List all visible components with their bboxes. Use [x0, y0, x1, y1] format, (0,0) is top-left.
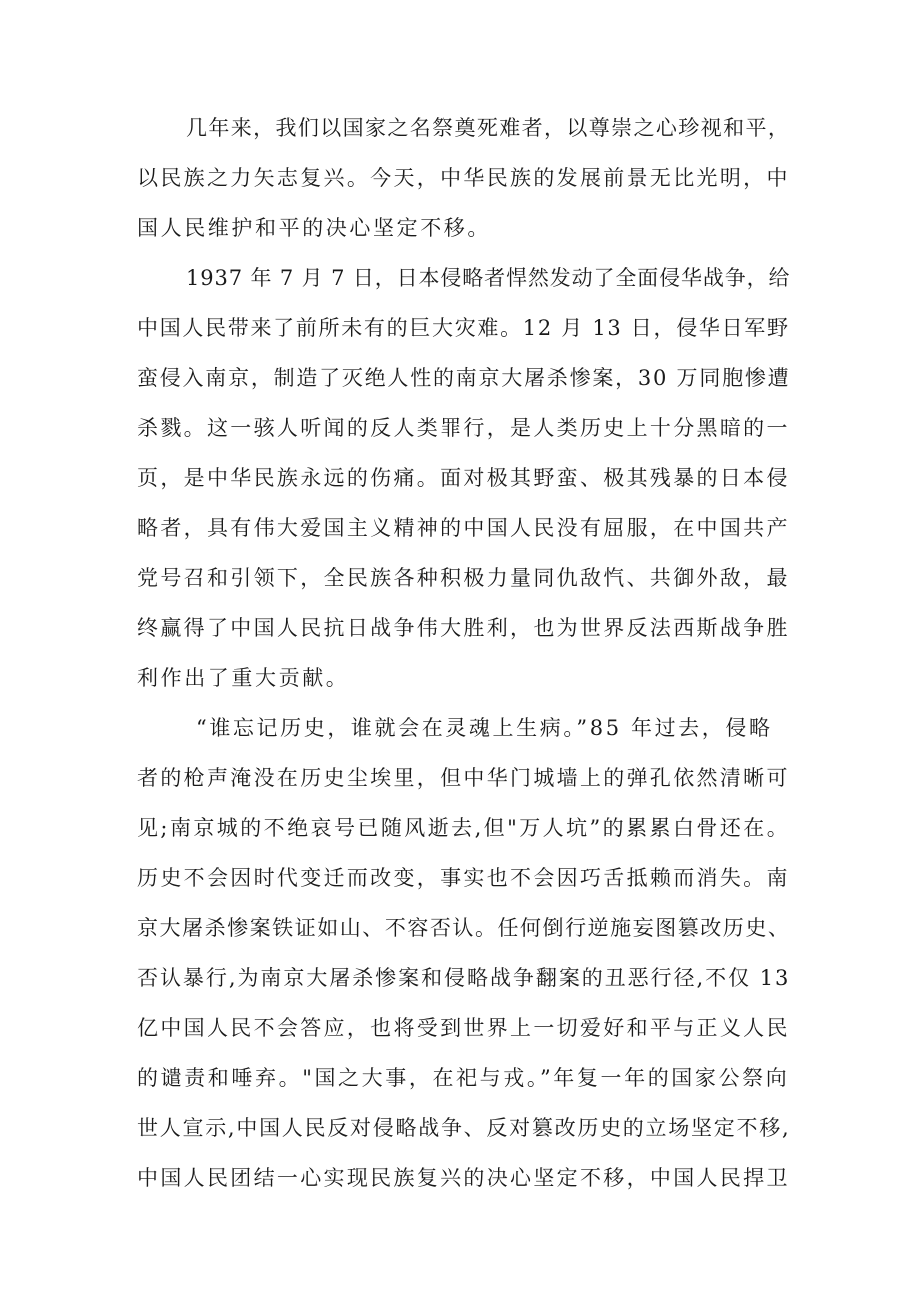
paragraph-line: 杀戮。这一骇人听闻的反人类罪行，是人类历史上十分黑暗的一	[137, 416, 790, 440]
paragraph-line: 党号召和引领下，全民族各种积极力量同仇敌忾、共御外敌，最	[137, 566, 790, 590]
paragraph-line: 以民族之力矢志复兴。今天，中华民族的发展前景无比光明，中	[137, 166, 790, 190]
paragraph-line: 中国人民团结一心实现民族复兴的决心坚定不移，中国人民捍卫	[137, 1166, 790, 1190]
paragraph-line: 蛮侵入南京，制造了灭绝人性的南京大屠杀惨案，30 万同胞惨遭	[137, 366, 791, 390]
paragraph-line: 略者，具有伟大爱国主义精神的中国人民没有屈服，在中国共产	[137, 516, 790, 540]
paragraph-line: 世人宣示,中国人民反对侵略战争、反对篡改历史的立场坚定不移,	[137, 1116, 791, 1140]
paragraph-line: 京大屠杀惨案铁证如山、不容否认。任何倒行逆施妄图篡改历史、	[137, 916, 791, 940]
paragraph-line: 者的枪声淹没在历史尘埃里，但中华门城墙上的弹孔依然清晰可	[137, 766, 790, 790]
paragraph-line: 利作出了重大贡献。	[137, 666, 350, 690]
paragraph-line: 历史不会因时代变迁而改变，事实也不会因巧舌抵赖而消失。南	[137, 866, 790, 890]
paragraph-line: 国人民维护和平的决心坚定不移。	[137, 216, 491, 240]
paragraph-line: 终赢得了中国人民抗日战争伟大胜利，也为世界反法西斯战争胜	[137, 616, 790, 640]
paragraph-line: 1937 年 7 月 7 日，日本侵略者悍然发动了全面侵华战争，给	[186, 266, 791, 290]
paragraph-line: “谁忘记历史，谁就会在灵魂上生病。”85 年过去，侵略	[196, 716, 773, 740]
paragraph-line: 见;南京城的不绝哀号已随风逝去,但"万人坑”的累累白骨还在。	[137, 816, 791, 840]
paragraph-line: 亿中国人民不会答应，也将受到世界上一切爱好和平与正义人民	[137, 1016, 790, 1040]
paragraph-line: 页，是中华民族永远的伤痛。面对极其野蛮、极其残暴的日本侵	[137, 466, 790, 490]
paragraph-line: 否认暴行,为南京大屠杀惨案和侵略战争翻案的丑恶行径,不仅 13	[137, 966, 791, 990]
paragraph-line: 的谴责和唾弃。"国之大事，在祀与戎。”年复一年的国家公祭向	[137, 1066, 790, 1090]
paragraph-line: 几年来，我们以国家之名祭奠死难者，以尊崇之心珍视和平，	[186, 116, 791, 140]
paragraph-line: 中国人民带来了前所未有的巨大灾难。12 月 13 日，侵华日军野	[137, 316, 790, 340]
